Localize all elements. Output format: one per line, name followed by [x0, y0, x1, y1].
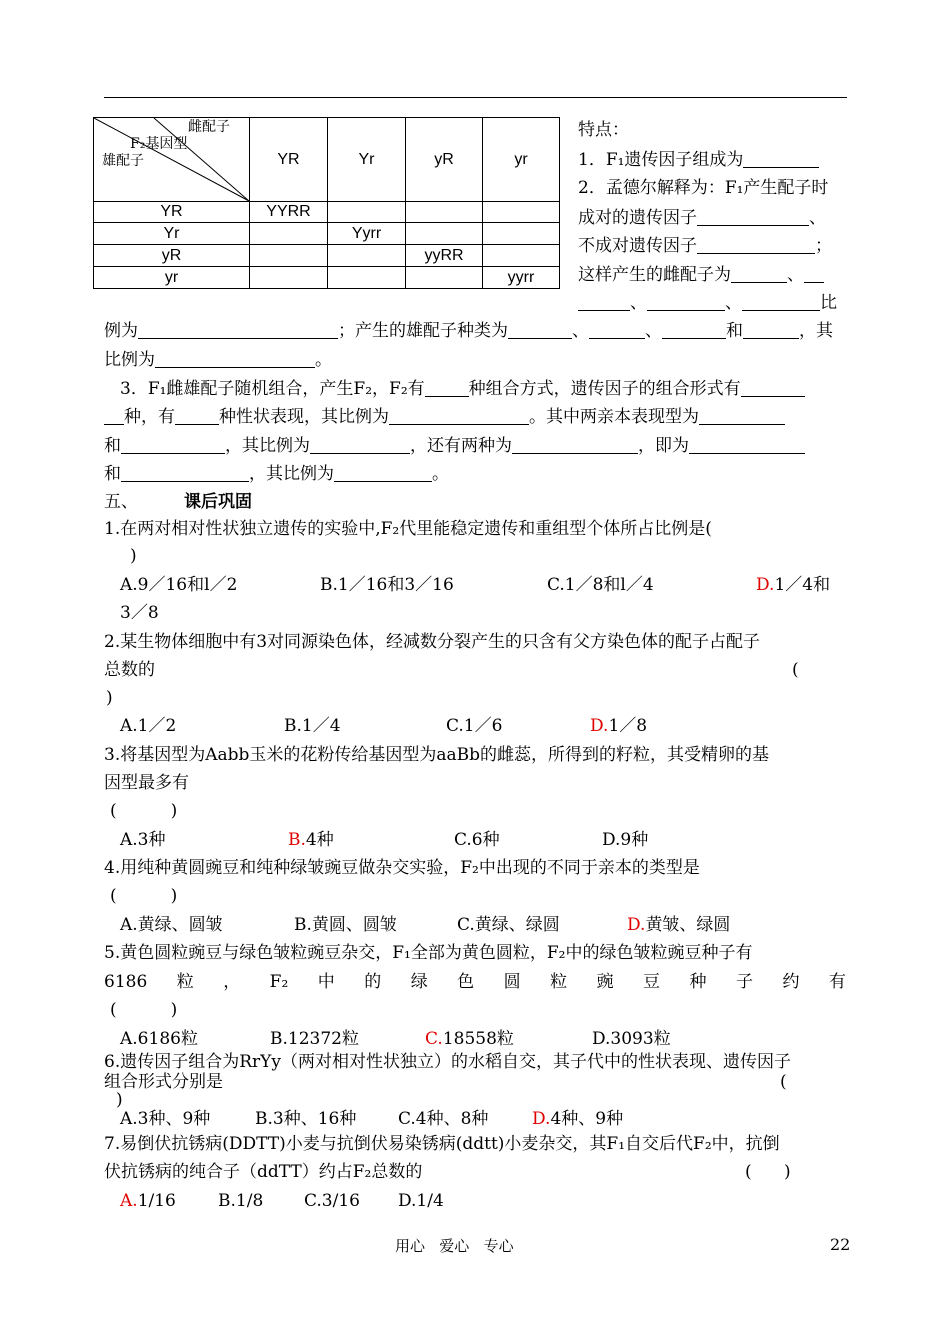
- item3-g: ，其比例为: [225, 436, 310, 456]
- section-heading: [104, 494, 252, 511]
- item3-k: ，其比例为: [249, 464, 334, 484]
- blank: [578, 294, 630, 311]
- q6-open: (: [780, 1072, 787, 1092]
- q5-word: 种: [689, 972, 707, 992]
- q4-option-b[interactable]: B.黄圆、圆皱: [294, 915, 397, 935]
- ratio-prefix: 例为: [104, 321, 138, 341]
- q7-line1: 7.易倒伏抗锈病(DDTT)小麦与抗倒伏易染锈病(ddtt)小麦杂交，其F₁自交后代F₂中，抗倒: [104, 1134, 780, 1154]
- corner-bottom: 雄配子: [102, 153, 144, 169]
- feature-ratio-line2: [104, 351, 332, 369]
- q2-d-text: 1／8: [608, 716, 648, 736]
- item3-l: 。: [432, 464, 449, 484]
- q5-word: 6186: [104, 972, 148, 992]
- blank: [731, 266, 787, 283]
- blank: [742, 294, 820, 311]
- ratio-label2: 比例为: [104, 350, 155, 370]
- q5-word: F₂: [269, 972, 289, 992]
- blank: [334, 465, 432, 482]
- row-header: YR: [94, 202, 250, 223]
- q5-word: 中: [317, 972, 335, 992]
- col-header: yR: [406, 118, 483, 202]
- section-num: 五、: [104, 492, 138, 512]
- q7-option-d[interactable]: D.1/4: [398, 1191, 444, 1211]
- q2-option-b[interactable]: B.1／4: [284, 716, 341, 736]
- feature-3-l2: [104, 408, 785, 426]
- q5-word: 豆: [643, 972, 661, 992]
- punnett-square: [93, 117, 560, 289]
- table-cell: [328, 202, 406, 223]
- feature-2c: 不成对遗传因子 ；: [578, 236, 832, 256]
- table-cell: yyrr: [483, 267, 560, 289]
- q5-word: 绿: [410, 972, 428, 992]
- item3-f: 和: [104, 436, 121, 456]
- q6-option-b[interactable]: B.3种、16种: [255, 1109, 357, 1129]
- item3-h: ，还有两种为: [410, 436, 512, 456]
- its: ，其: [799, 321, 833, 341]
- q6-options: [120, 1109, 624, 1129]
- item3-j: 和: [104, 464, 121, 484]
- q1-d-text: 1／4和: [774, 575, 831, 595]
- col-header: Yr: [328, 118, 406, 202]
- item3-a: 3．F₁雌雄配子随机组合，产生F₂，F₂有: [120, 379, 425, 399]
- blank: [155, 351, 315, 368]
- q4-option-c[interactable]: C.黄绿、绿圆: [457, 915, 560, 935]
- q2-option-a[interactable]: A.1／2: [120, 716, 177, 736]
- q4-option-a[interactable]: A.黄绿、圆皱: [120, 915, 223, 935]
- corner-mid: F₂基因型: [130, 136, 188, 152]
- item3-b: 种组合方式，遗传因子的组合形式有: [468, 379, 741, 399]
- table-cell: [406, 223, 483, 245]
- q6-option-c[interactable]: C.4种、8种: [398, 1109, 489, 1129]
- table-cell: [250, 223, 328, 245]
- q7-options: [120, 1191, 444, 1211]
- q1-close: ): [130, 546, 137, 566]
- q1-text: 1.在两对相对性状独立遗传的实验中,F₂代里能稳定遗传和重组型个体所占比例是(: [104, 519, 712, 539]
- row-header: yR: [94, 245, 250, 267]
- q1-option-d[interactable]: [756, 577, 830, 594]
- q5-word: 有: [828, 972, 846, 992]
- blank: [699, 408, 785, 425]
- q6-close: ): [116, 1090, 123, 1110]
- q6-d-text: 4种、9种: [550, 1109, 624, 1129]
- q3-option-a[interactable]: A.3种: [120, 830, 166, 850]
- q5-word: 粒: [176, 972, 194, 992]
- feature-2d: 这样产生的雌配子为 、: [578, 266, 824, 284]
- blank: [743, 151, 819, 168]
- q5-word: ，: [223, 972, 241, 992]
- q2-options: [120, 716, 648, 736]
- table-cell: [406, 267, 483, 289]
- col-header: yr: [483, 118, 560, 202]
- blank: [121, 465, 249, 482]
- table-cell: [483, 202, 560, 223]
- table-cell: [328, 245, 406, 267]
- table-cell: [250, 267, 328, 289]
- q5-word: 圆: [503, 972, 521, 992]
- answer-letter: B.: [288, 830, 306, 850]
- q1-option-d-cont: 3／8: [120, 603, 159, 623]
- period: 。: [315, 350, 332, 370]
- answer-letter: A.: [120, 1191, 138, 1211]
- q2-option-d[interactable]: [590, 718, 647, 735]
- blank: [310, 437, 410, 454]
- q7-option-c[interactable]: C.3/16: [304, 1191, 360, 1211]
- row-header: yr: [94, 267, 250, 289]
- table-cell: YYRR: [250, 202, 328, 223]
- feature-2b-text: 成对的遗传因子: [578, 208, 697, 228]
- feature-1-text: 1．F₁遗传因子组成为: [578, 150, 744, 170]
- section-title: 课后巩固: [184, 492, 252, 512]
- item3-c: 种，有: [124, 407, 175, 427]
- blank: [175, 408, 219, 425]
- q5-options: [120, 1029, 671, 1049]
- feature-2e: 、 、 比: [578, 294, 837, 312]
- q5-line2: [104, 974, 846, 991]
- blank: [697, 209, 809, 226]
- corner-top: 雌配子: [188, 119, 230, 135]
- features-title: 特点：: [578, 120, 629, 140]
- q5-option-d[interactable]: D.3093粒: [592, 1029, 671, 1049]
- answer-letter: D.: [532, 1109, 551, 1129]
- table-cell: [483, 223, 560, 245]
- blank: [647, 294, 725, 311]
- blank: [508, 322, 572, 339]
- q3-option-b[interactable]: [288, 832, 334, 849]
- q1-options: [120, 575, 831, 595]
- q5-option-a[interactable]: A.6186粒: [120, 1029, 198, 1049]
- corner-cell: [94, 118, 250, 202]
- table-cell: [406, 202, 483, 223]
- q7-paren: ( ): [745, 1162, 791, 1182]
- q5-option-b[interactable]: B.12372粒: [270, 1029, 359, 1049]
- q3-option-d[interactable]: D.9种: [602, 830, 649, 850]
- q5-paren: ( ): [110, 1000, 178, 1020]
- page-number: 22: [830, 1235, 851, 1254]
- q5-line1: 5.黄色圆粒豌豆与绿色皱粒豌豆杂交，F₁全部为黄色圆粒，F₂中的绿色皱粒豌豆种子有: [104, 943, 753, 963]
- feature-2a: 2．孟德尔解释为：F₁产生配子时: [578, 178, 829, 198]
- q2-line2: 总数的: [104, 660, 155, 680]
- q3-option-c[interactable]: C.6种: [454, 830, 500, 850]
- table-cell: [250, 245, 328, 267]
- footer-motto: 用心 爱心 专心: [395, 1237, 514, 1255]
- q5-word: 子: [735, 972, 753, 992]
- feature-1: [578, 151, 819, 169]
- q1-option-b[interactable]: B.1／16和3／16: [320, 575, 454, 595]
- feature-3-l3: [104, 437, 805, 455]
- blank: [743, 322, 799, 339]
- q3-paren: ( ): [110, 801, 178, 821]
- feature-2d-text: 这样产生的雌配子为: [578, 265, 731, 285]
- answer-letter: D.: [590, 716, 609, 736]
- q5-c-text: 18558粒: [442, 1029, 514, 1049]
- blank: [804, 266, 824, 283]
- feature-2b: 成对的遗传因子 、: [578, 208, 826, 228]
- blank: [697, 237, 815, 254]
- q4-d-text: 黄皱、绿圆: [645, 915, 731, 935]
- q4-line1: 4.用纯种黄圆豌豆和纯种绿皱豌豆做杂交实验，F₂中出现的不同于亲本的类型是: [104, 858, 700, 878]
- q5-word: 的: [364, 972, 382, 992]
- q2-close: ): [106, 688, 113, 708]
- item3-i: ，即为: [638, 436, 689, 456]
- feature-2c-text: 不成对遗传因子: [578, 236, 697, 256]
- q3-line1: 3.将基因型为Aabb玉米的花粉传给基因型为aaBb的雌蕊，所得到的籽粒，其受精卵的基: [104, 745, 770, 765]
- q6-line1: 6.遗传因子组合为RrYy（两对相对性状独立）的水稻自交，其子代中的性状表现、遗传因子: [104, 1052, 791, 1072]
- q7-line2: 伏抗锈病的纯合子（ddTT）约占F₂总数的: [104, 1162, 423, 1182]
- ratio-label: 比: [820, 293, 837, 313]
- blank: [138, 322, 338, 339]
- q5-word: 豌: [596, 972, 614, 992]
- q7-option-a[interactable]: [120, 1191, 176, 1211]
- q1-option-c[interactable]: C.1／8和l／4: [547, 575, 654, 595]
- blank: [389, 408, 529, 425]
- row-header: Yr: [94, 223, 250, 245]
- answer-letter: D.: [627, 915, 646, 935]
- blank: [104, 408, 124, 425]
- feature-3-l1: [120, 380, 805, 398]
- q5-word: 约: [782, 972, 800, 992]
- blank: [121, 437, 225, 454]
- q5-word: 粒: [550, 972, 568, 992]
- q4-option-d[interactable]: [627, 917, 730, 934]
- q5-option-c[interactable]: [425, 1031, 514, 1048]
- blank: [589, 322, 645, 339]
- q3-b-text: 4种: [305, 830, 334, 850]
- item3-e: 。其中两亲本表现型为: [529, 407, 699, 427]
- item3-d: 种性状表现，其比例为: [219, 407, 389, 427]
- q7-a-text: 1/16: [137, 1191, 176, 1211]
- col-header: YR: [250, 118, 328, 202]
- table-cell: Yyrr: [328, 223, 406, 245]
- blank: [425, 380, 469, 397]
- table-cell: [328, 267, 406, 289]
- q3-line2: 因型最多有: [104, 773, 189, 793]
- answer-letter: C.: [425, 1029, 443, 1049]
- q4-options: [120, 915, 731, 935]
- q7-option-b[interactable]: B.1/8: [218, 1191, 264, 1211]
- q2-line1: 2.某生物体细胞中有3对同源染色体，经减数分裂产生的只含有父方染色体的配子占配子: [104, 632, 761, 652]
- feature-ratio-line: 例为 ；产生的雄配子种类为 、 、 和 ，其: [104, 321, 833, 341]
- table-cell: [483, 245, 560, 267]
- blank: [741, 380, 805, 397]
- q5-word: 色: [457, 972, 475, 992]
- male-types: ；产生的雄配子种类为: [338, 321, 508, 341]
- q2-option-c[interactable]: C.1／6: [446, 716, 503, 736]
- q6-line2: 组合形式分别是: [104, 1072, 223, 1092]
- blank: [512, 437, 638, 454]
- blank: [689, 437, 805, 454]
- answer-letter: D.: [756, 575, 775, 595]
- header-rule: [104, 97, 847, 98]
- q1-option-a[interactable]: A.9／16和l／2: [120, 575, 238, 595]
- and: 和: [726, 321, 743, 341]
- q6-option-a[interactable]: A.3种、9种: [120, 1109, 211, 1129]
- q6-option-d[interactable]: [532, 1111, 623, 1128]
- q2-open: (: [792, 660, 799, 680]
- q3-options: [120, 830, 649, 850]
- blank: [662, 322, 726, 339]
- q4-paren: ( ): [110, 886, 178, 906]
- table-cell: yyRR: [406, 245, 483, 267]
- feature-3-l4: [104, 465, 449, 483]
